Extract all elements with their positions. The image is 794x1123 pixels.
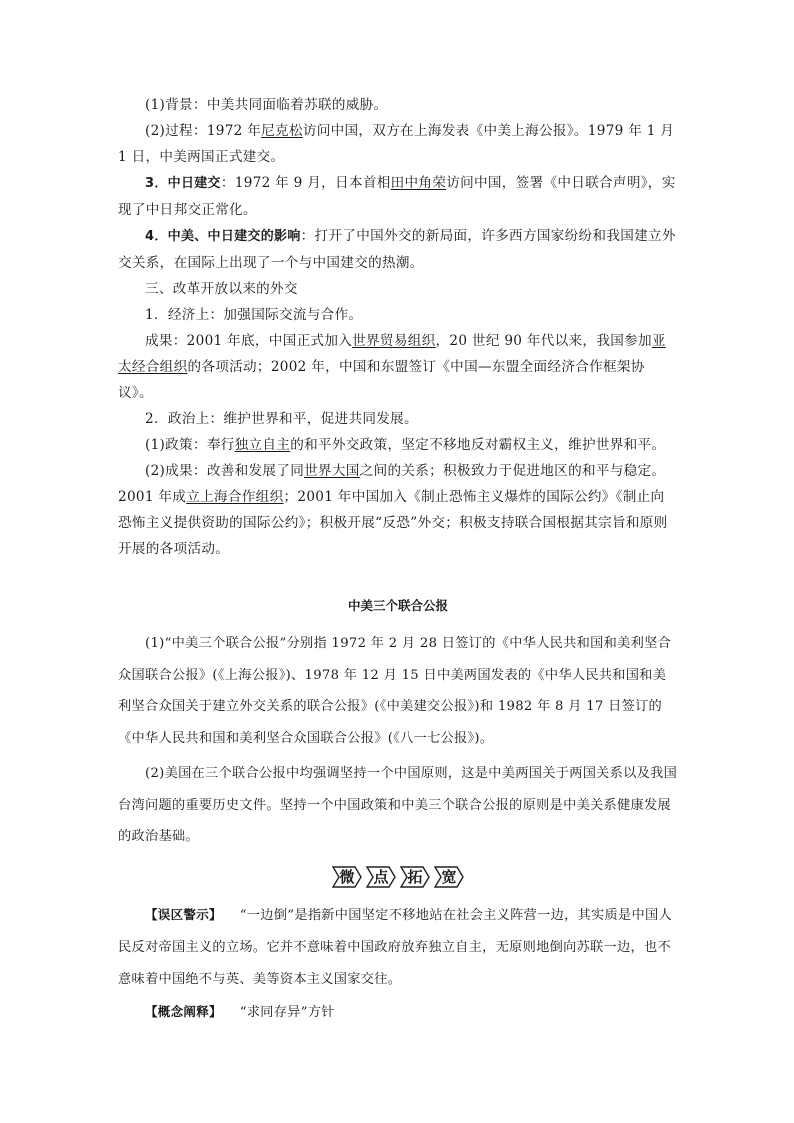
- keyword-underline: 世界大国: [304, 463, 360, 479]
- section-reform-diplomacy: [118, 276, 678, 562]
- keyword-underline: 亚太经合组织: [118, 333, 666, 375]
- banner-char: 拓: [407, 868, 423, 886]
- notes-section: [118, 899, 678, 1029]
- text: 访问中国，双方在上海发表《中美上海公报》。1979 年 1 月 1 日，中美两国正式建交。: [118, 123, 675, 165]
- paragraph-economy-results: [118, 328, 678, 406]
- page-content: [118, 92, 678, 1029]
- text: 1．经济上：加强国际交流与合作。: [145, 307, 363, 323]
- paragraph-policy: [118, 432, 678, 458]
- note-tag: 【误区警示】: [145, 906, 222, 922]
- note-tag: 【概念阐释】: [145, 1003, 222, 1019]
- section-diplomacy-establishment: [118, 92, 678, 276]
- box-three-communiques: [118, 596, 678, 853]
- paragraph-economy: [118, 302, 678, 328]
- text: (2)美国在三个联合公报中均强调坚持一个中国原则，这是中美两国关于两国关系以及我国台湾问题的重要历史文件。坚持一个中国政策和中美三个联合公报的原则是中美关系健康发展的政治基础。: [118, 766, 678, 844]
- paragraph-process: [118, 118, 678, 170]
- section-heading: [118, 276, 678, 302]
- banner-chevron: [433, 865, 465, 889]
- text: 的各项活动；2002 年，中国和东盟签订《中国—东盟全面经济合作框架协议》。: [118, 359, 645, 401]
- keyword-underline: 尼克松: [261, 123, 303, 139]
- paragraph-background: [118, 92, 678, 118]
- text: (1)背景：中美共同面临着苏联的威胁。: [145, 97, 388, 113]
- text: 之间的关系；积极致力于促进地区的和平与稳定。2001 年成: [118, 463, 666, 505]
- text: 成果：2001 年底，中国正式加入: [145, 333, 353, 349]
- text: (2)过程：1972 年: [145, 123, 262, 139]
- text: ：1972 年 9 月，日本首相: [220, 175, 391, 191]
- keyword-underline: 田中角荣: [390, 175, 447, 191]
- keyword-underline: 独立自主: [234, 437, 291, 453]
- text: “一边倒”是指新中国坚定不移地站在社会主义阵营一边，其实质是中国人民反对帝国主义的立场。它并不意味着中国政府放弃独立自主，无原则地倒向苏联一边，也不意味着中国绝不与英、美等资本主义国家交往。: [118, 907, 672, 987]
- text: (1)政策：奉行: [145, 437, 235, 453]
- text: 2．政治上：维护世界和平，促进共同发展。: [145, 411, 418, 427]
- text: (1)“中美三个联合公报”分别指 1972 年 2 月 28 日签订的《中华人民共和国和美利坚合众国联合公报》(《上海公报》)、1978 年 12 月 15 日中美两国发表的《中华人民共和国和美利坚合众国关于建立外交关系的联合公报》(《中美建交公报》)和 1982 年 8 月 17 日签订的《中华人民共和国和美利坚合众国联合公报》(《八一七公报》)。: [118, 636, 672, 746]
- banner-char: 微: [339, 868, 355, 886]
- text: ；2001 年中国加入《制止恐怖主义爆炸的国际公约》《制止向恐怖主义提供资助的国际公约》；积极开展“反恐”外交；积极支持联合国根据其宗旨和原则开展的各项活动。: [118, 489, 668, 557]
- keyword-underline: 立上海合作组织: [186, 489, 284, 505]
- text: 三、改革开放以来的外交: [145, 281, 298, 297]
- text: ：打开了中国外交的新局面，许多西方国家纷纷和我国建立外交关系，在国际上出现了一个与中国建交的热潮。: [118, 228, 676, 271]
- note-misconception: [118, 899, 678, 996]
- text: ，20 世纪 90 年代以来，我国参加: [435, 333, 652, 349]
- text: “求同存异”方针: [239, 1004, 335, 1020]
- text: 的和平外交政策，坚定不移地反对霸权主义，维护世界和平。: [290, 437, 666, 453]
- text: (2)成果：改善和发展了同: [145, 463, 305, 479]
- banner-chevron: [365, 865, 397, 889]
- banner-chevron: [331, 865, 363, 889]
- banner-char: 点: [373, 868, 389, 886]
- section-banner: [118, 865, 678, 889]
- paragraph-politics-results: [118, 458, 678, 562]
- box-paragraph-1: [118, 628, 678, 754]
- box-paragraph-2: [118, 758, 678, 853]
- bold-heading: 3．中日建交: [145, 176, 221, 191]
- bold-heading: 4．中美、中日建交的影响: [145, 229, 301, 244]
- paragraph-sino-japan: [118, 170, 678, 223]
- banner-char: 宽: [441, 868, 457, 886]
- box-title: 中美三个联合公报: [347, 598, 448, 613]
- banner-chevron: [399, 865, 431, 889]
- paragraph-politics: [118, 406, 678, 432]
- keyword-underline: 世界贸易组织: [352, 333, 436, 349]
- paragraph-impact: [118, 223, 678, 276]
- note-concept: [118, 996, 678, 1029]
- text: 访问中国，签署《中日联合声明》，实现了中日邦交正常化。: [118, 175, 676, 218]
